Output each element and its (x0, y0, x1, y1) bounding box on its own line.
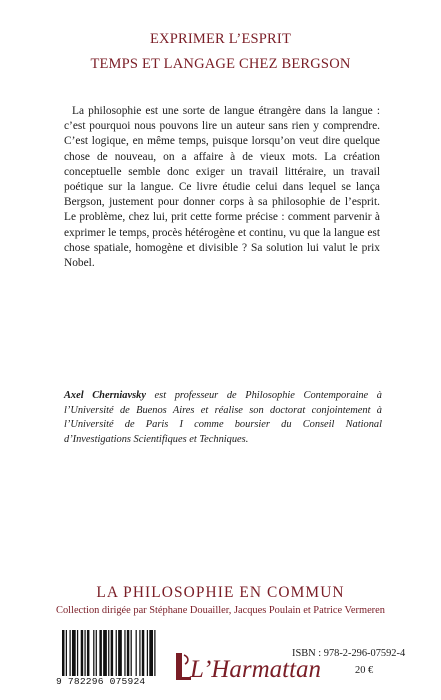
barcode-digits: 9 782296 075924 (56, 676, 146, 687)
series-title: LA PHILOSOPHIE EN COMMUN (96, 584, 345, 601)
author-bio-text: est professeur de Philosophie Contemporaine à l’Université de Buenos Aires et réalise son doctorat conjointement à l’Université de Paris I comme boursier du Conseil National d’Investigations Scientifiques et Techniques. (64, 390, 382, 445)
book-title-line-2: TEMPS ET LANGAGE CHEZ BERGSON (90, 56, 351, 72)
author-bio (64, 389, 382, 447)
isbn: ISBN : 978-2-296-07592-4 (292, 648, 406, 659)
series-editors: Collection dirigée par Stéphane Douailler, Jacques Poulain et Patrice Vermeren (56, 605, 385, 616)
barcode (62, 630, 158, 676)
price: 20 € (355, 665, 374, 676)
publisher-name: L’Harmattan (190, 656, 322, 683)
book-title-line-1: EXPRIMER L’ESPRIT (149, 31, 292, 47)
back-cover-blurb: La philosophie est une sorte de langue étrangère dans la langue : c’est pourquoi nous pouvons lire un auteur sans rien y comprendre. C’est logique, en même temps, puisque lorsqu’on veut dire quelque chose de nouveau, on a affaire à de vieux mots. La création conceptuelle semble donc exiger un travail littéraire, un travail poétique sur la langue. Ce livre étudie celui dans lequel se lança Bergson, justement pour donner corps à sa philosophie de l’esprit. Le problème, chez lui, prit cette forme précise : comment parvenir à exprimer le temps, procès hétérogène et continu, vu que la langue est chose spatiale, homogène et divisible ? Sa solution lui valut le prix Nobel. (64, 105, 380, 270)
author-name: Axel Cherniavsky (64, 390, 146, 401)
